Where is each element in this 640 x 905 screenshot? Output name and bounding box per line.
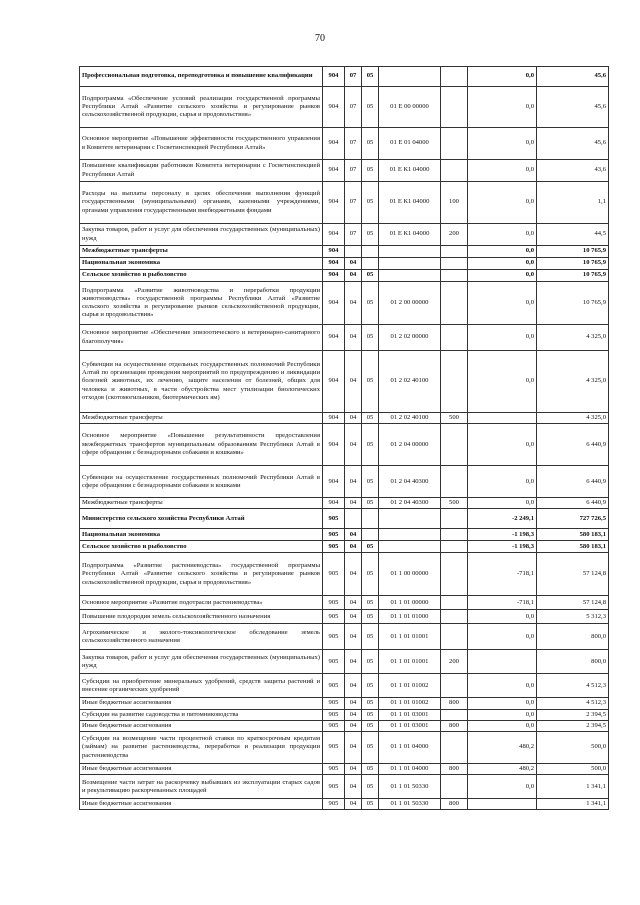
table-row xyxy=(80,624,609,650)
ministry-code: 904 xyxy=(323,258,345,270)
section-code: 04 xyxy=(345,764,362,775)
amount-total: 6 440,9 xyxy=(537,466,609,498)
target-article-code: 01 2 02 00000 xyxy=(379,325,441,351)
ministry-code: 904 xyxy=(323,160,345,182)
subsection-code: 05 xyxy=(362,764,379,775)
target-article-code: 01 1 01 00000 xyxy=(379,596,441,610)
subsection-code xyxy=(362,529,379,541)
amount-total: 10 765,9 xyxy=(537,270,609,282)
section-code: 04 xyxy=(345,596,362,610)
expense-type-code xyxy=(441,674,468,698)
section-code: 04 xyxy=(345,325,362,351)
table-row xyxy=(80,720,609,731)
section-code: 04 xyxy=(345,541,362,553)
ministry-code: 905 xyxy=(323,720,345,731)
section-code: 07 xyxy=(345,160,362,182)
subsection-code: 05 xyxy=(362,424,379,466)
ministry-code: 905 xyxy=(323,610,345,624)
target-article-code xyxy=(379,270,441,282)
ministry-code: 904 xyxy=(323,424,345,466)
section-code: 04 xyxy=(345,270,362,282)
amount-change: 0,0 xyxy=(468,128,537,160)
amount-change: 0,0 xyxy=(468,424,537,466)
amount-change: 0,0 xyxy=(468,87,537,128)
section-code: 04 xyxy=(345,610,362,624)
target-article-code: 01 1 00 00000 xyxy=(379,553,441,596)
amount-change: -1 198,3 xyxy=(468,529,537,541)
amount-total: 4 325,0 xyxy=(537,351,609,413)
ministry-code: 905 xyxy=(323,541,345,553)
table-row xyxy=(80,674,609,698)
subsection-code: 05 xyxy=(362,498,379,509)
amount-total: 800,0 xyxy=(537,624,609,650)
subsection-code: 05 xyxy=(362,650,379,674)
amount-change: 0,0 xyxy=(468,698,537,709)
amount-change: 0,0 xyxy=(468,182,537,224)
amount-total: 57 124,8 xyxy=(537,553,609,596)
target-article-code: 01 2 02 40100 xyxy=(379,413,441,424)
ministry-code: 904 xyxy=(323,282,345,325)
expense-type-code xyxy=(441,351,468,413)
expense-type-code xyxy=(441,709,468,720)
row-name: Субвенции на осуществление государственных полномочий Республики Алтай в сфере обращения с безнадзорными собаками и кошками xyxy=(80,466,323,498)
target-article-code: 01 Е К1 04000 xyxy=(379,160,441,182)
amount-total: 10 765,9 xyxy=(537,246,609,258)
row-name: Профессиональная подготовка, переподготовка и повышение квалификации xyxy=(80,67,323,87)
ministry-code: 904 xyxy=(323,224,345,246)
table-row xyxy=(80,160,609,182)
ministry-code: 904 xyxy=(323,182,345,224)
expense-type-code xyxy=(441,325,468,351)
amount-change: 0,0 xyxy=(468,720,537,731)
table-row xyxy=(80,351,609,413)
amount-total: 4 325,0 xyxy=(537,413,609,424)
amount-total: 44,5 xyxy=(537,224,609,246)
section-code: 07 xyxy=(345,87,362,128)
subsection-code: 05 xyxy=(362,775,379,799)
subsection-code: 05 xyxy=(362,160,379,182)
expense-type-code xyxy=(441,87,468,128)
amount-change: 0,0 xyxy=(468,624,537,650)
subsection-code: 05 xyxy=(362,67,379,87)
section-code xyxy=(345,246,362,258)
amount-change: -718,1 xyxy=(468,553,537,596)
expense-type-code xyxy=(441,270,468,282)
row-name: Национальная экономика xyxy=(80,258,323,270)
expense-type-code: 100 xyxy=(441,182,468,224)
expense-type-code xyxy=(441,596,468,610)
section-code: 04 xyxy=(345,424,362,466)
target-article-code: 01 1 01 04000 xyxy=(379,732,441,764)
section-code: 04 xyxy=(345,650,362,674)
amount-total: 1 341,1 xyxy=(537,799,609,810)
ministry-code: 905 xyxy=(323,529,345,541)
ministry-code: 905 xyxy=(323,799,345,810)
row-name: Межбюджетные трансферты xyxy=(80,498,323,509)
row-name: Основное мероприятие «Развитие подотрасли растениеводства» xyxy=(80,596,323,610)
subsection-code: 05 xyxy=(362,413,379,424)
row-name: Иные бюджетные ассигнования xyxy=(80,764,323,775)
ministry-code: 904 xyxy=(323,413,345,424)
amount-change: 0,0 xyxy=(468,282,537,325)
amount-change: 0,0 xyxy=(468,709,537,720)
ministry-code: 905 xyxy=(323,775,345,799)
expense-type-code xyxy=(441,67,468,87)
subsection-code: 05 xyxy=(362,709,379,720)
amount-total: 6 440,9 xyxy=(537,498,609,509)
table-row xyxy=(80,610,609,624)
amount-total: 43,6 xyxy=(537,160,609,182)
row-name: Иные бюджетные ассигнования xyxy=(80,698,323,709)
section-code: 04 xyxy=(345,698,362,709)
row-name: Основное мероприятие «Повышение результативности предоставления межбюджетных трансфертов муниципальным образованиям Республики Алтай в сфере обращения с безнадзорными собаками и кошками» xyxy=(80,424,323,466)
subsection-code: 05 xyxy=(362,624,379,650)
expense-type-code xyxy=(441,466,468,498)
amount-total: 10 765,9 xyxy=(537,282,609,325)
amount-change: -718,1 xyxy=(468,596,537,610)
amount-change: 480,2 xyxy=(468,764,537,775)
target-article-code: 01 Е 01 04000 xyxy=(379,128,441,160)
section-code: 04 xyxy=(345,351,362,413)
target-article-code xyxy=(379,67,441,87)
subsection-code: 05 xyxy=(362,182,379,224)
ministry-code: 905 xyxy=(323,553,345,596)
target-article-code: 01 2 04 40300 xyxy=(379,466,441,498)
section-code: 04 xyxy=(345,466,362,498)
page-number: 70 xyxy=(315,33,325,44)
expense-type-code xyxy=(441,541,468,553)
expense-type-code xyxy=(441,160,468,182)
section-code: 04 xyxy=(345,282,362,325)
section-code: 04 xyxy=(345,498,362,509)
expense-type-code xyxy=(441,246,468,258)
ministry-code: 904 xyxy=(323,87,345,128)
section-code: 07 xyxy=(345,67,362,87)
amount-total: 45,6 xyxy=(537,128,609,160)
target-article-code: 01 1 01 03001 xyxy=(379,720,441,731)
ministry-code: 905 xyxy=(323,674,345,698)
ministry-code: 904 xyxy=(323,351,345,413)
amount-change: 0,0 xyxy=(468,270,537,282)
row-name: Подпрограмма «Развитие растениеводства» государственной программы Республики Алтай «Развитие сельского хозяйства и регулирование рынков сельскохозяйственной продукции, сырья и продовольствия» xyxy=(80,553,323,596)
target-article-code xyxy=(379,246,441,258)
section-code: 07 xyxy=(345,182,362,224)
ministry-code: 904 xyxy=(323,67,345,87)
table-row xyxy=(80,498,609,509)
target-article-code: 01 2 04 00000 xyxy=(379,424,441,466)
subsection-code: 05 xyxy=(362,732,379,764)
amount-total: 580 183,1 xyxy=(537,541,609,553)
subsection-code: 05 xyxy=(362,128,379,160)
table-row xyxy=(80,799,609,810)
amount-change xyxy=(468,650,537,674)
subsection-code: 05 xyxy=(362,282,379,325)
subsection-code: 05 xyxy=(362,610,379,624)
subsection-code: 05 xyxy=(362,224,379,246)
subsection-code: 05 xyxy=(362,553,379,596)
amount-change: 0,0 xyxy=(468,258,537,270)
target-article-code xyxy=(379,529,441,541)
target-article-code: 01 1 01 01001 xyxy=(379,624,441,650)
table-row xyxy=(80,709,609,720)
table-row xyxy=(80,553,609,596)
table-row xyxy=(80,650,609,674)
ministry-code: 905 xyxy=(323,764,345,775)
amount-total: 10 765,9 xyxy=(537,258,609,270)
row-name: Субсидии на возмещение части процентной ставки по краткосрочным кредитам (займам) на развитие растениеводства, переработки и реализации продукции растениеводства xyxy=(80,732,323,764)
subsection-code: 05 xyxy=(362,541,379,553)
ministry-code: 904 xyxy=(323,246,345,258)
section-code: 04 xyxy=(345,799,362,810)
target-article-code: 01 1 01 50330 xyxy=(379,775,441,799)
subsection-code: 05 xyxy=(362,466,379,498)
row-name: Закупка товаров, работ и услуг для обеспечения государственных (муниципальных) нужд xyxy=(80,224,323,246)
subsection-code: 05 xyxy=(362,351,379,413)
table-row xyxy=(80,282,609,325)
section-code: 04 xyxy=(345,529,362,541)
budget-table xyxy=(79,66,609,810)
subsection-code: 05 xyxy=(362,325,379,351)
section-code: 07 xyxy=(345,224,362,246)
section-code: 04 xyxy=(345,258,362,270)
amount-total: 5 312,3 xyxy=(537,610,609,624)
amount-change: 480,2 xyxy=(468,732,537,764)
table-row xyxy=(80,775,609,799)
row-name: Межбюджетные трансферты xyxy=(80,413,323,424)
expense-type-code: 200 xyxy=(441,224,468,246)
target-article-code: 01 Е 00 00000 xyxy=(379,87,441,128)
amount-total: 2 394,5 xyxy=(537,720,609,731)
target-article-code: 01 1 01 03001 xyxy=(379,709,441,720)
ministry-code: 904 xyxy=(323,325,345,351)
subsection-code xyxy=(362,509,379,529)
table-row xyxy=(80,413,609,424)
amount-change xyxy=(468,799,537,810)
row-name: Основное мероприятие «Обеспечение эпизоотического и ветеринарно-санитарного благополучия» xyxy=(80,325,323,351)
amount-change: -2 249,1 xyxy=(468,509,537,529)
subsection-code: 05 xyxy=(362,698,379,709)
expense-type-code xyxy=(441,624,468,650)
target-article-code: 01 1 01 04000 xyxy=(379,764,441,775)
table-row xyxy=(80,698,609,709)
amount-total: 4 512,3 xyxy=(537,698,609,709)
table-row xyxy=(80,67,609,87)
target-article-code: 01 1 01 01000 xyxy=(379,610,441,624)
section-code: 04 xyxy=(345,709,362,720)
amount-change: 0,0 xyxy=(468,160,537,182)
row-name: Сельское хозяйство и рыболовство xyxy=(80,270,323,282)
table-row xyxy=(80,270,609,282)
amount-change: 0,0 xyxy=(468,674,537,698)
table-row xyxy=(80,732,609,764)
row-name: Повышение квалификации работников Комитета ветеринарии с Госветинспекцией Республики Алтай xyxy=(80,160,323,182)
amount-total: 1 341,1 xyxy=(537,775,609,799)
table-row xyxy=(80,87,609,128)
expense-type-code xyxy=(441,553,468,596)
table-row xyxy=(80,182,609,224)
row-name: Агрохимическое и эколого-токсикологическое обследование земель сельскохозяйственного назначения xyxy=(80,624,323,650)
row-name: Иные бюджетные ассигнования xyxy=(80,799,323,810)
row-name: Министерство сельского хозяйства Республики Алтай xyxy=(80,509,323,529)
target-article-code xyxy=(379,509,441,529)
table-row xyxy=(80,466,609,498)
expense-type-code xyxy=(441,775,468,799)
ministry-code: 904 xyxy=(323,466,345,498)
section-code xyxy=(345,509,362,529)
row-name: Закупка товаров, работ и услуг для обеспечения государственных (муниципальных) нужд xyxy=(80,650,323,674)
ministry-code: 905 xyxy=(323,624,345,650)
row-name: Подпрограмма «Развитие животноводства и переработки продукции животноводства» государственной программы Республики Алтай «Развитие сельского хозяйства и регулирование рынков сельскохозяйственной продукции, сырья и продовольствия» xyxy=(80,282,323,325)
amount-total: 1,1 xyxy=(537,182,609,224)
row-name: Субсидии на развитие садоводства и питомниководства xyxy=(80,709,323,720)
expense-type-code xyxy=(441,258,468,270)
ministry-code: 905 xyxy=(323,650,345,674)
target-article-code xyxy=(379,541,441,553)
expense-type-code xyxy=(441,529,468,541)
table-row xyxy=(80,509,609,529)
amount-change: 0,0 xyxy=(468,224,537,246)
table-row xyxy=(80,529,609,541)
ministry-code: 904 xyxy=(323,498,345,509)
section-code: 04 xyxy=(345,720,362,731)
section-code: 04 xyxy=(345,775,362,799)
target-article-code: 01 2 02 40100 xyxy=(379,351,441,413)
section-code: 04 xyxy=(345,624,362,650)
table-row xyxy=(80,258,609,270)
table-row xyxy=(80,224,609,246)
amount-total: 6 440,9 xyxy=(537,424,609,466)
amount-change xyxy=(468,413,537,424)
section-code: 07 xyxy=(345,128,362,160)
row-name: Национальная экономика xyxy=(80,529,323,541)
expense-type-code xyxy=(441,610,468,624)
expense-type-code: 500 xyxy=(441,498,468,509)
subsection-code: 05 xyxy=(362,596,379,610)
table-row xyxy=(80,764,609,775)
expense-type-code xyxy=(441,128,468,160)
target-article-code: 01 1 01 01002 xyxy=(379,698,441,709)
row-name: Возмещение части затрат на раскорчевку выбывших из эксплуатации старых садов и рекультивацию раскорчеванных площадей xyxy=(80,775,323,799)
ministry-code: 905 xyxy=(323,709,345,720)
amount-change: 0,0 xyxy=(468,498,537,509)
amount-change: 0,0 xyxy=(468,610,537,624)
amount-change: 0,0 xyxy=(468,466,537,498)
subsection-code: 05 xyxy=(362,270,379,282)
row-name: Субсидии на приобретение минеральных удобрений, средств защиты растений и внесение органических удобрений xyxy=(80,674,323,698)
target-article-code: 01 1 01 50330 xyxy=(379,799,441,810)
amount-change: 0,0 xyxy=(468,351,537,413)
table-row xyxy=(80,246,609,258)
table-row xyxy=(80,325,609,351)
expense-type-code: 800 xyxy=(441,720,468,731)
amount-total: 57 124,8 xyxy=(537,596,609,610)
table-row xyxy=(80,424,609,466)
row-name: Повышение плодородия земель сельскохозяйственного назначения xyxy=(80,610,323,624)
target-article-code xyxy=(379,258,441,270)
expense-type-code: 800 xyxy=(441,799,468,810)
expense-type-code xyxy=(441,282,468,325)
amount-change: -1 198,3 xyxy=(468,541,537,553)
row-name: Основное мероприятие «Повышение эффективности государственного управления в Комитете ветеринарии с Госветинспекцией Республики Алтай» xyxy=(80,128,323,160)
section-code: 04 xyxy=(345,674,362,698)
amount-total: 45,6 xyxy=(537,87,609,128)
amount-total: 727 726,5 xyxy=(537,509,609,529)
target-article-code: 01 1 01 01002 xyxy=(379,674,441,698)
subsection-code: 05 xyxy=(362,674,379,698)
subsection-code xyxy=(362,246,379,258)
amount-change: 0,0 xyxy=(468,67,537,87)
subsection-code: 05 xyxy=(362,87,379,128)
expense-type-code: 800 xyxy=(441,764,468,775)
row-name: Сельское хозяйство и рыболовство xyxy=(80,541,323,553)
expense-type-code: 200 xyxy=(441,650,468,674)
target-article-code: 01 2 00 00000 xyxy=(379,282,441,325)
amount-total: 800,0 xyxy=(537,650,609,674)
ministry-code: 905 xyxy=(323,732,345,764)
target-article-code: 01 1 01 01001 xyxy=(379,650,441,674)
section-code: 04 xyxy=(345,413,362,424)
expense-type-code: 800 xyxy=(441,698,468,709)
budget-table-body xyxy=(80,67,609,810)
target-article-code: 01 2 04 40300 xyxy=(379,498,441,509)
ministry-code: 905 xyxy=(323,509,345,529)
expense-type-code: 500 xyxy=(441,413,468,424)
amount-total: 500,0 xyxy=(537,764,609,775)
expense-type-code xyxy=(441,509,468,529)
target-article-code: 01 Е К1 04000 xyxy=(379,182,441,224)
section-code: 04 xyxy=(345,732,362,764)
row-name: Иные бюджетные ассигнования xyxy=(80,720,323,731)
section-code: 04 xyxy=(345,553,362,596)
subsection-code: 05 xyxy=(362,799,379,810)
expense-type-code xyxy=(441,732,468,764)
ministry-code: 904 xyxy=(323,270,345,282)
table-row xyxy=(80,541,609,553)
amount-change: 0,0 xyxy=(468,246,537,258)
subsection-code: 05 xyxy=(362,720,379,731)
row-name: Расходы на выплаты персоналу в целях обеспечения выполнения функций государственными (муниципальными) органами, казенными учреждениями, органами управления государственными внебюджетными фондами xyxy=(80,182,323,224)
table-row xyxy=(80,128,609,160)
amount-total: 2 394,5 xyxy=(537,709,609,720)
ministry-code: 904 xyxy=(323,128,345,160)
amount-change: 0,0 xyxy=(468,325,537,351)
subsection-code xyxy=(362,258,379,270)
row-name: Межбюджетные трансферты xyxy=(80,246,323,258)
amount-total: 4 325,0 xyxy=(537,325,609,351)
amount-total: 4 512,3 xyxy=(537,674,609,698)
ministry-code: 905 xyxy=(323,698,345,709)
target-article-code: 01 Е К1 04000 xyxy=(379,224,441,246)
row-name: Субвенции на осуществление отдельных государственных полномочий Республики Алтай по организации проведения мероприятий по предупреждению и ликвидации болезней животных, их лечению, защите населения от болезней, общих для человека и животных, в части обустройства мест утилизации биологических отходов (скотомогильников, биотермических ям) xyxy=(80,351,323,413)
ministry-code: 905 xyxy=(323,596,345,610)
amount-total: 580 183,1 xyxy=(537,529,609,541)
expense-type-code xyxy=(441,424,468,466)
amount-total: 500,0 xyxy=(537,732,609,764)
amount-change: 0,0 xyxy=(468,775,537,799)
row-name: Подпрограмма «Обеспечение условий реализации государственной программы Республики Алтай «Развитие сельского хозяйства и регулирование рынков сельскохозяйственной продукции, сырья и продовольствия» xyxy=(80,87,323,128)
amount-total: 45,6 xyxy=(537,67,609,87)
table-row xyxy=(80,596,609,610)
